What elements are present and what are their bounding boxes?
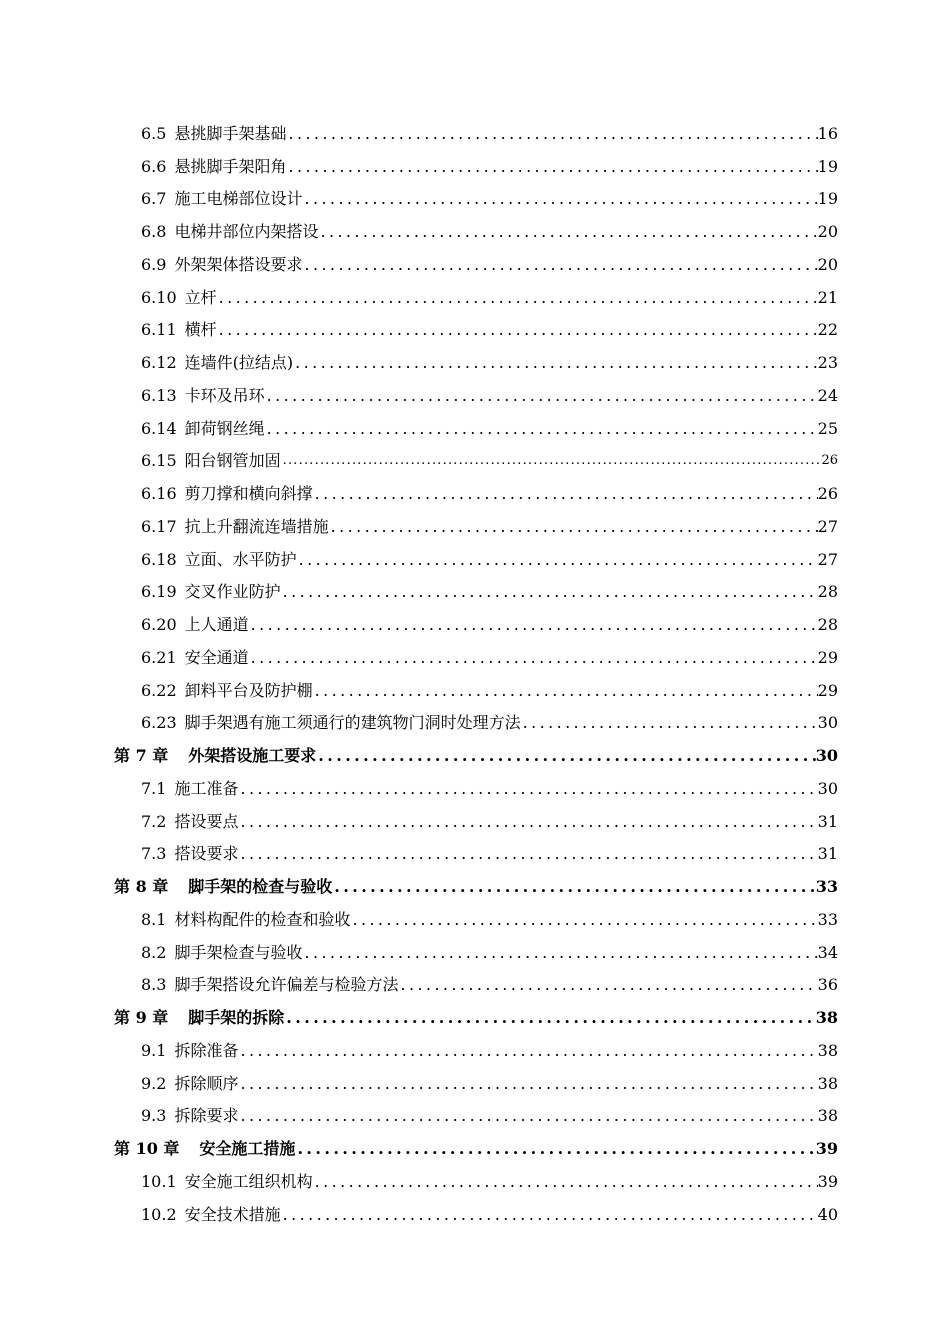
toc-page-number: 38 [817, 1106, 838, 1126]
toc-section-entry[interactable] [114, 504, 838, 537]
toc-page-number: 21 [817, 287, 838, 307]
toc-dot-leader [238, 1074, 817, 1094]
toc-page-number: 28 [817, 582, 838, 602]
toc-entry-number: 6.12 [141, 353, 177, 372]
toc-dot-leader [318, 222, 817, 242]
toc-section-entry[interactable] [114, 111, 838, 144]
toc-dot-leader [313, 681, 818, 701]
toc-entry-title: 施工准备 [174, 778, 239, 798]
toc-dot-leader [217, 320, 818, 340]
toc-entry-number: 6.18 [141, 549, 177, 569]
toc-page-number: 34 [817, 942, 838, 962]
toc-page-number: 27 [817, 549, 838, 569]
toc-entry-number: 6.19 [141, 582, 177, 602]
toc-entry-title: 剪刀撑和横向斜撑 [184, 484, 313, 503]
toc-page-number: 39 [817, 1171, 838, 1191]
toc-section-entry[interactable] [114, 1159, 838, 1192]
toc-entry-number: 6.9 [141, 254, 167, 274]
toc-section-entry[interactable] [114, 406, 838, 439]
toc-entry-title: 悬挑脚手架阳角 [174, 156, 287, 176]
toc-page-number: 38 [817, 1073, 838, 1093]
toc-page-number: 31 [817, 844, 838, 864]
toc-entry-number: 第 10 章 [114, 1139, 180, 1158]
toc-entry-number: 第 7 章 [114, 746, 169, 765]
toc-section-entry[interactable] [114, 242, 838, 275]
toc-page-number: 19 [817, 189, 838, 209]
toc-section-entry[interactable] [114, 373, 838, 406]
toc-entry-number: 8.3 [141, 975, 167, 995]
toc-dot-leader [284, 1008, 815, 1028]
toc-section-entry[interactable] [114, 766, 838, 799]
toc-section-entry[interactable] [114, 832, 838, 865]
toc-section-entry[interactable] [114, 1061, 838, 1094]
toc-entry-title: 施工电梯部位设计 [174, 189, 303, 209]
toc-dot-leader [281, 582, 818, 602]
toc-entry-number: 9.2 [141, 1073, 167, 1093]
toc-entry-title: 连墙件(拉结点) [184, 353, 294, 372]
toc-section-entry[interactable] [114, 439, 838, 472]
toc-dot-leader [302, 255, 817, 275]
toc-section-entry[interactable] [114, 930, 838, 963]
toc-dot-leader [316, 746, 815, 766]
toc-entry-title: 安全施工组织机构 [184, 1171, 313, 1191]
toc-entry-number: 6.10 [141, 287, 177, 307]
toc-page-number: 29 [817, 680, 838, 700]
toc-entry-number: 7.1 [141, 778, 167, 798]
toc-entry-title: 拆除准备 [174, 1040, 239, 1060]
toc-dot-leader [249, 648, 818, 668]
toc-section-entry[interactable] [114, 209, 838, 242]
toc-dot-leader [329, 517, 818, 537]
toc-entry-title: 悬挑脚手架基础 [174, 123, 287, 143]
toc-page-number: 20 [817, 222, 838, 241]
toc-page-number: 22 [817, 320, 838, 340]
toc-chapter-entry[interactable] [114, 733, 838, 766]
toc-entry-number: 7.3 [141, 844, 167, 864]
toc-entry-title: 脚手架的拆除 [188, 1008, 285, 1027]
toc-page-number: 19 [817, 156, 838, 176]
toc-dot-leader [265, 419, 818, 439]
toc-dot-leader [332, 877, 815, 897]
toc-page-number: 33 [815, 877, 838, 896]
toc-entry-title: 搭设要点 [174, 811, 239, 831]
toc-entry-title: 拆除顺序 [174, 1073, 239, 1093]
toc-page-number: 25 [817, 418, 838, 438]
toc-dot-leader [313, 484, 818, 504]
toc-page-number: 40 [817, 1204, 838, 1224]
toc-dot-leader [238, 844, 817, 864]
toc-entry-title: 交叉作业防护 [184, 582, 281, 602]
toc-entry-number: 第 9 章 [114, 1008, 169, 1027]
toc-entry-title: 立面、水平防护 [184, 549, 297, 569]
table-of-contents [114, 111, 838, 1225]
toc-page-number: 27 [817, 516, 838, 536]
toc-section-entry[interactable] [114, 635, 838, 668]
toc-entry-title: 电梯井部位内架搭设 [174, 222, 319, 241]
toc-page-number: 16 [817, 123, 838, 143]
toc-entry-number: 10.1 [141, 1171, 177, 1191]
toc-entry-number: 6.23 [141, 713, 177, 733]
toc-entry-title: 脚手架的检查与验收 [188, 877, 333, 896]
toc-section-entry[interactable] [114, 963, 838, 996]
toc-section-entry[interactable] [114, 701, 838, 734]
toc-page-number: 26 [821, 453, 838, 469]
toc-page-number: 30 [817, 713, 838, 733]
toc-entry-title: 脚手架检查与验收 [174, 942, 303, 962]
toc-entry-number: 8.2 [141, 942, 167, 962]
toc-section-entry[interactable] [114, 897, 838, 930]
toc-dot-leader [350, 910, 817, 930]
toc-section-entry[interactable] [114, 1192, 838, 1225]
toc-entry-number: 6.21 [141, 647, 177, 667]
toc-entry-number: 9.1 [141, 1040, 167, 1060]
toc-dot-leader [295, 1139, 815, 1159]
toc-entry-number: 第 8 章 [114, 877, 169, 896]
toc-entry-title: 横杆 [184, 320, 217, 340]
toc-dot-leader [398, 975, 817, 995]
toc-chapter-entry[interactable] [114, 1126, 838, 1159]
toc-section-entry[interactable] [114, 144, 838, 177]
toc-entry-title: 外架搭设施工要求 [188, 746, 317, 765]
toc-entry-title: 搭设要求 [174, 844, 239, 864]
toc-entry-title: 阳台钢管加固 [184, 451, 281, 471]
toc-entry-number: 6.13 [141, 385, 177, 405]
toc-entry-number: 6.5 [141, 123, 167, 143]
toc-entry-number: 6.8 [141, 222, 167, 241]
toc-page-number: 38 [815, 1008, 838, 1027]
toc-entry-number: 7.2 [141, 811, 167, 831]
toc-entry-number: 6.7 [141, 189, 167, 209]
toc-entry-title: 安全技术措施 [184, 1204, 281, 1224]
toc-dot-leader [313, 1172, 818, 1192]
toc-page-number: 39 [815, 1139, 838, 1158]
toc-chapter-entry[interactable] [114, 864, 838, 897]
toc-section-entry[interactable] [114, 177, 838, 210]
toc-page-number: 31 [817, 811, 838, 831]
toc-dot-leader [238, 779, 817, 799]
toc-page-number: 29 [817, 647, 838, 667]
toc-page-number: 24 [817, 385, 838, 405]
toc-section-entry[interactable] [114, 340, 838, 373]
toc-section-entry[interactable] [114, 570, 838, 603]
toc-entry-title: 脚手架搭设允许偏差与检验方法 [174, 975, 399, 995]
toc-page-number: 26 [817, 484, 838, 503]
toc-entry-title: 卸料平台及防护棚 [184, 680, 313, 700]
toc-section-entry[interactable] [114, 1028, 838, 1061]
toc-entry-title: 拆除要求 [174, 1106, 239, 1126]
toc-section-entry[interactable] [114, 537, 838, 570]
toc-section-entry[interactable] [114, 602, 838, 635]
toc-section-entry[interactable] [114, 275, 838, 308]
toc-page-number: 20 [817, 254, 838, 274]
toc-section-entry[interactable] [114, 799, 838, 832]
toc-dot-leader [281, 451, 822, 471]
toc-page-number: 23 [817, 353, 838, 372]
toc-entry-number: 6.16 [141, 484, 177, 503]
toc-dot-leader [238, 1106, 817, 1126]
toc-page-number: 38 [817, 1040, 838, 1060]
toc-section-entry[interactable] [114, 1094, 838, 1127]
toc-dot-leader [238, 1041, 817, 1061]
toc-dot-leader [302, 943, 817, 963]
toc-dot-leader [249, 615, 818, 635]
toc-entry-title: 抗上升翻流连墙措施 [184, 516, 329, 536]
toc-page-number: 28 [817, 615, 838, 634]
toc-chapter-entry[interactable] [114, 995, 838, 1028]
toc-dot-leader [217, 288, 818, 308]
toc-entry-title: 脚手架遇有施工须通行的建筑物门洞时处理方法 [184, 713, 521, 733]
toc-dot-leader [297, 550, 818, 570]
toc-entry-number: 6.6 [141, 156, 167, 176]
toc-entry-number: 6.15 [141, 451, 177, 471]
toc-entry-number: 6.17 [141, 516, 177, 536]
toc-entry-title: 立杆 [184, 287, 217, 307]
toc-page-number: 30 [817, 778, 838, 798]
toc-dot-leader [286, 157, 817, 177]
toc-entry-number: 9.3 [141, 1106, 167, 1126]
toc-entry-title: 材料构配件的检查和验收 [174, 909, 351, 929]
toc-dot-leader [265, 386, 818, 406]
toc-entry-title: 外架架体搭设要求 [174, 254, 303, 274]
toc-entry-number: 6.11 [141, 320, 177, 340]
toc-page-number: 36 [817, 975, 838, 995]
toc-dot-leader [286, 124, 817, 144]
toc-page-number: 33 [817, 909, 838, 929]
toc-entry-title: 卡环及吊环 [184, 385, 265, 405]
toc-section-entry[interactable] [114, 471, 838, 504]
toc-entry-number: 8.1 [141, 909, 167, 929]
toc-dot-leader [238, 812, 817, 832]
toc-dot-leader [281, 1205, 818, 1225]
toc-section-entry[interactable] [114, 308, 838, 341]
toc-entry-title: 卸荷钢丝绳 [184, 418, 265, 438]
toc-dot-leader [302, 189, 817, 209]
toc-entry-number: 6.20 [141, 615, 177, 634]
toc-dot-leader [293, 353, 818, 373]
toc-entry-title: 安全施工措施 [199, 1139, 296, 1158]
toc-entry-title: 安全通道 [184, 647, 249, 667]
toc-entry-title: 上人通道 [184, 615, 249, 634]
toc-dot-leader [521, 713, 818, 733]
toc-section-entry[interactable] [114, 668, 838, 701]
toc-entry-number: 6.14 [141, 418, 177, 438]
toc-page-number: 30 [815, 746, 838, 765]
toc-entry-number: 10.2 [141, 1204, 177, 1224]
toc-entry-number: 6.22 [141, 680, 177, 700]
